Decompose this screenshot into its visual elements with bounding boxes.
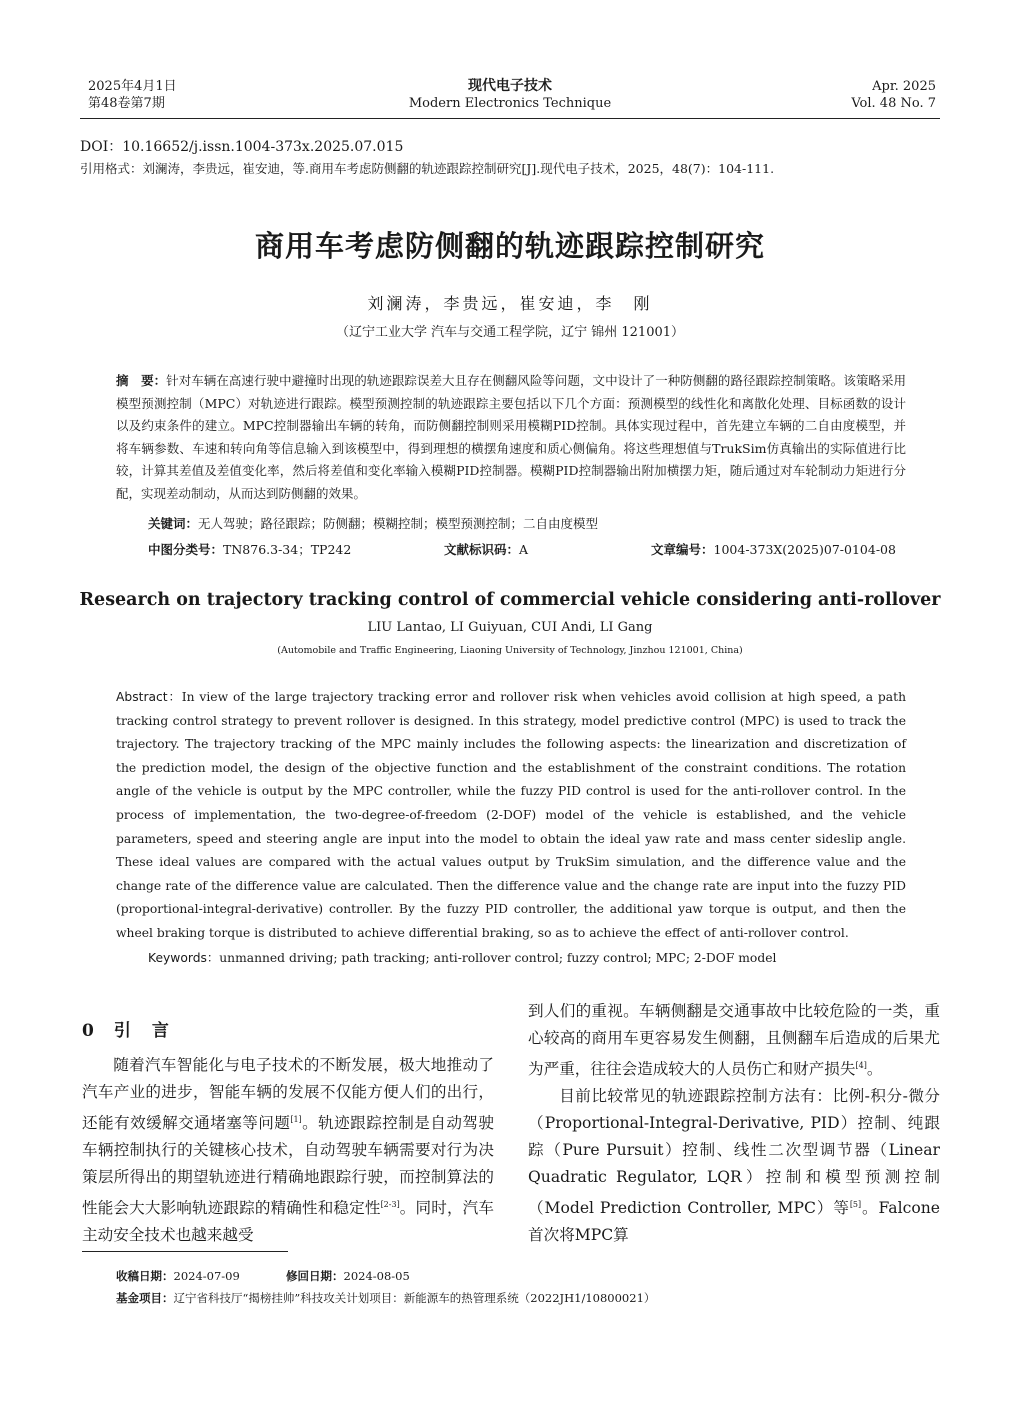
keywords-cn-text: 无人驾驶；路径跟踪；防侧翻；模糊控制；模型预测控制；二自由度模型 bbox=[198, 516, 599, 531]
clc-label: 中图分类号： bbox=[148, 542, 224, 557]
citation-ref[interactable]: [2-3] bbox=[380, 1200, 400, 1210]
issue-info-en-block bbox=[851, 78, 936, 112]
body-paragraph bbox=[528, 1083, 940, 1249]
paper-title-cn: 商用车考虑防侧翻的轨迹跟踪控制研究 bbox=[254, 229, 765, 263]
revised-label: 修回日期： bbox=[286, 1269, 344, 1283]
clc-value: TN876.3-34；TP242 bbox=[223, 542, 352, 557]
body-text: 。同时，汽车主动安全技术也越来越受 bbox=[82, 1199, 494, 1245]
section-number: 0 bbox=[82, 1021, 96, 1041]
body-text: 。Falcone首次将MPC算 bbox=[528, 1199, 940, 1245]
body-column-right bbox=[528, 998, 940, 1249]
abstract-cn-label: 摘 要： bbox=[116, 373, 167, 388]
section-title: 引 言 bbox=[113, 1021, 171, 1041]
body-text: 。 bbox=[866, 1060, 883, 1079]
journal-name-en: Modern Electronics Technique bbox=[408, 96, 612, 111]
article-number-label: 文章编号： bbox=[651, 542, 714, 557]
body-paragraph bbox=[82, 1052, 494, 1249]
funding-value: 辽宁省科技厅“揭榜挂帅”科技攻关计划项目：新能源车的热管理系统（2022JH1/10800021） bbox=[173, 1291, 656, 1305]
paper-title-en: Research on trajectory tracking control of commercial vehicle considering anti-rollover bbox=[79, 590, 941, 610]
body-text: 。轨迹跟踪控制是自动驾驶车辆控制执行的关键核心技术，自动驾驶车辆需要对行为决策层所得出的期望轨迹进行精确地跟踪行驶，而控制算法的性能会大大影响轨迹跟踪的精确性和稳定性 bbox=[82, 1114, 494, 1218]
authors-cn: 刘澜涛，李贵远，崔安迪，李 刚 bbox=[367, 294, 653, 313]
keywords-en-text: unmanned driving; path tracking; anti-rollover control; fuzzy control; MPC; 2-DOF model bbox=[219, 951, 777, 965]
affiliation-cn: （辽宁工业大学 汽车与交通工程学院，辽宁 锦州 121001） bbox=[335, 325, 685, 340]
citation-ref[interactable]: [5] bbox=[849, 1200, 862, 1210]
section-heading bbox=[82, 1016, 171, 1041]
body-text: 到人们的重视。车辆侧翻是交通事故中比较危险的一类，重心较高的商用车更容易发生侧翻，且侧翻车后造成的后果尤为严重，往往会造成较大的人员伤亡和财产损失 bbox=[528, 1002, 940, 1079]
document-code bbox=[444, 540, 528, 558]
classification-row bbox=[148, 540, 896, 558]
body-text: 目前比较常见的轨迹跟踪控制方法有：比例-积分-微分（Proportional-Integral-Derivative, PID）控制、纯跟踪（Pure Pursuit）控制、线性二次型调节器（Linear Quadratic Regulator, LQR）控制和模型预测控制（Model Prediction Controller, MPC）等 bbox=[528, 1087, 940, 1218]
abstract-en bbox=[116, 686, 906, 946]
revised-value: 2024-08-05 bbox=[343, 1269, 410, 1283]
issue-date-en: Apr. 2025 bbox=[872, 79, 936, 94]
article-number-value: 1004-373X(2025)07-0104-08 bbox=[713, 542, 896, 557]
abstract-cn-text: 针对车辆在高速行驶中避撞时出现的轨迹跟踪误差大且存在侧翻风险等问题，文中设计了一种防侧翻的路径跟踪控制策略。该策略采用模型预测控制（MPC）对轨迹进行跟踪。模型预测控制的轨迹跟踪主要包括以下几个方面：预测模型的线性化和离散化处理、目标函数的设计以及约束条件的建立。MPC控制器输出车辆的转角，而防侧翻控制则采用模糊PID控制。具体实现过程中，首先建立车辆的二自由度模型，并将车辆参数、车速和转向角等信息输入到该模型中，得到理想的横摆角速度和质心侧偏角。将这些理想值与TrukSim仿真输出的实际值进行比较，计算其差值及差值变化率，然后将差值和变化率输入模糊PID控制器。模糊PID控制器输出附加横摆力矩，随后通过对车轮制动力矩进行分配，实现差动制动，从而达到防侧翻的效果。 bbox=[116, 373, 906, 501]
footnote-funding bbox=[116, 1290, 655, 1306]
footnote-divider bbox=[82, 1251, 288, 1252]
abstract-en-label: Abstract： bbox=[116, 690, 182, 704]
received-label: 收稿日期： bbox=[116, 1269, 174, 1283]
revised-date bbox=[286, 1268, 410, 1284]
body-column-left bbox=[82, 1052, 494, 1249]
footnote-dates bbox=[116, 1268, 410, 1284]
citation-format: 引用格式：刘澜涛，李贵远，崔安迪，等.商用车考虑防侧翻的轨迹跟踪控制研究[J].现代电子技术，2025，48(7)：104-111. bbox=[80, 161, 775, 176]
issue-date: 2025年4月1日 bbox=[88, 79, 177, 94]
header-divider bbox=[80, 118, 940, 119]
document-code-label: 文献标识码： bbox=[444, 542, 520, 557]
body-paragraph-continued bbox=[528, 998, 940, 1083]
document-code-value: A bbox=[519, 542, 529, 557]
issue-volume-en: Vol. 48 No. 7 bbox=[851, 96, 936, 111]
doi[interactable]: DOI：10.16652/j.issn.1004-373x.2025.07.015 bbox=[80, 139, 404, 155]
abstract-en-text: In view of the large trajectory tracking error and rollover risk when vehicles avoid collision at high speed, a path tracking control strategy to prevent rollover is designed. In this strategy, model predictive control (MPC) is used to track the trajectory. The trajectory tracking of the MPC mainly includes the following aspects: the linearization and discretization of the prediction model, the design of the objective function and the establishment of the constraint conditions. The rotation angle of the vehicle is output by the MPC controller, while the fuzzy PID control is used for the anti-rollover control. In the process of implementation, the two-degree-of-freedom (2-DOF) model of the vehicle is established, and the vehicle parameters, speed and steering angle are input into the model to obtain the ideal yaw rate and mass center sideslip angle. These ideal values are compared with the actual values output by TrukSim simulation, and the difference value and the change rate of the difference value are calculated. Then the difference value and the change rate are input into the fuzzy PID (proportional-integral-derivative) controller. By the fuzzy PID controller, the additional yaw torque is output, and then the wheel braking torque is distributed to achieve differential braking, so as to achieve the effect of anti-rollover control. bbox=[116, 690, 906, 940]
citation-ref[interactable]: [1] bbox=[290, 1115, 302, 1124]
received-value: 2024-07-09 bbox=[173, 1269, 240, 1283]
body-text: 随着汽车智能化与电子技术的不断发展，极大地推动了汽车产业的进步，智能车辆的发展不仅能方便人们的出行，还能有效缓解交通堵塞等问题 bbox=[82, 1056, 494, 1133]
journal-name-cn: 现代电子技术 bbox=[468, 78, 552, 94]
authors-en: LIU Lantao, LI Guiyuan, CUI Andi, LI Gang bbox=[367, 620, 653, 635]
keywords-en bbox=[148, 948, 776, 966]
issue-volume: 第48卷第7期 bbox=[88, 96, 165, 111]
citation-ref[interactable]: [4] bbox=[855, 1061, 867, 1070]
article-number bbox=[651, 540, 896, 558]
abstract-cn bbox=[116, 370, 906, 505]
keywords-cn-label: 关键词： bbox=[148, 516, 199, 531]
affiliation-en: (Automobile and Traffic Engineering, Liaoning University of Technology, Jinzhou 121001, China) bbox=[277, 645, 743, 656]
received-date bbox=[116, 1269, 240, 1283]
keywords-cn bbox=[148, 514, 598, 532]
clc-number bbox=[148, 542, 351, 557]
keywords-en-label: Keywords： bbox=[148, 951, 220, 965]
funding-label: 基金项目： bbox=[116, 1291, 174, 1305]
